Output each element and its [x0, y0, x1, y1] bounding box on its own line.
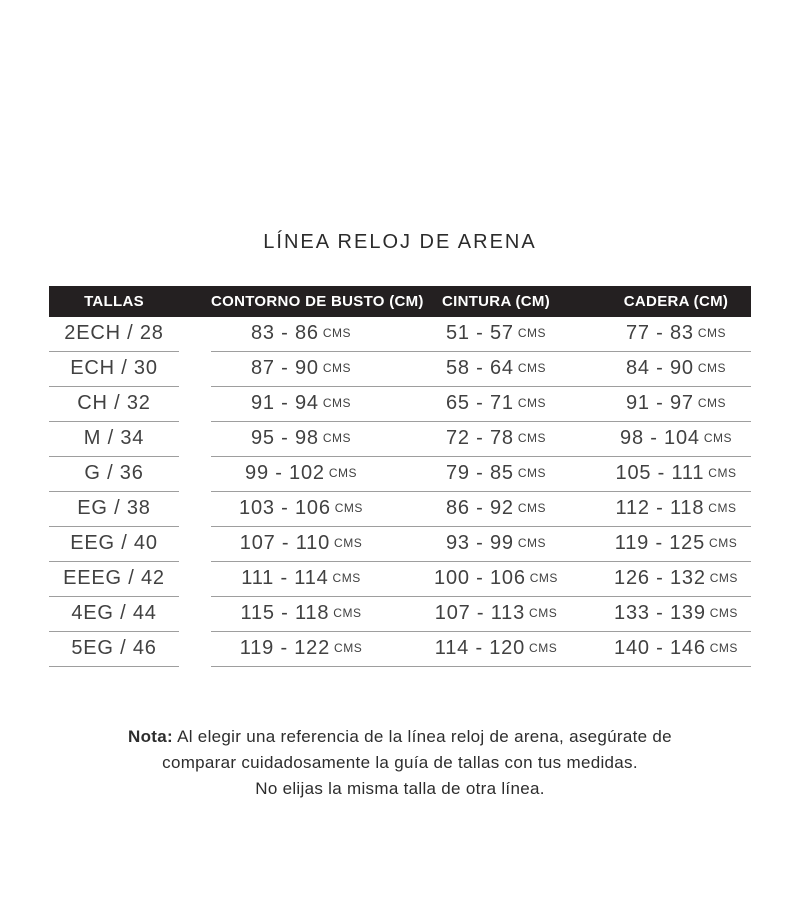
table-row — [49, 632, 751, 667]
cintura-unit: CMS — [517, 326, 547, 340]
cintura-value: 107 - 113 — [434, 602, 526, 624]
cell-busto — [211, 352, 391, 387]
column-gap — [179, 457, 211, 492]
note-line-2: comparar cuidadosamente la guía de tallas con tus medidas. — [162, 753, 638, 772]
cell-talla — [49, 387, 179, 422]
cell-cadera — [601, 387, 751, 422]
talla-value: EEG / 40 — [70, 532, 158, 554]
cadera-unit: CMS — [697, 361, 727, 375]
cell-cadera — [601, 352, 751, 387]
busto-value: 95 - 98 — [250, 427, 319, 449]
busto-unit: CMS — [334, 501, 363, 515]
talla-value: M / 34 — [83, 427, 145, 449]
busto-unit: CMS — [334, 641, 363, 655]
cintura-unit: CMS — [529, 571, 558, 585]
table-header-row — [49, 286, 751, 317]
cadera-value: 112 - 118 — [615, 497, 705, 519]
cadera-value: 119 - 125 — [614, 532, 706, 554]
cintura-unit: CMS — [529, 641, 558, 655]
cell-talla — [49, 317, 179, 352]
cadera-unit: CMS — [709, 606, 738, 620]
busto-value: 107 - 110 — [239, 532, 331, 554]
cell-cadera — [601, 492, 751, 527]
cintura-unit: CMS — [517, 431, 547, 445]
cintura-value: 65 - 71 — [445, 392, 514, 414]
cintura-unit: CMS — [517, 536, 547, 550]
cadera-unit: CMS — [703, 431, 732, 445]
cadera-value: 84 - 90 — [625, 357, 694, 379]
cadera-unit: CMS — [709, 571, 738, 585]
cadera-value: 140 - 146 — [614, 637, 706, 659]
busto-value: 103 - 106 — [239, 497, 331, 519]
cell-cadera — [601, 317, 751, 352]
cell-talla — [49, 492, 179, 527]
header-contorno-busto: CONTORNO DE BUSTO (CM) — [211, 293, 424, 310]
talla-value: ECH / 30 — [70, 357, 158, 379]
busto-unit: CMS — [322, 431, 352, 445]
column-gap — [179, 387, 211, 422]
cell-cintura — [391, 562, 601, 597]
column-gap — [179, 317, 211, 352]
cell-talla — [49, 527, 179, 562]
cintura-unit: CMS — [517, 466, 547, 480]
cadera-unit: CMS — [697, 396, 727, 410]
talla-value: G / 36 — [84, 462, 144, 484]
cell-talla — [49, 352, 179, 387]
cadera-unit: CMS — [697, 326, 727, 340]
talla-value: EEEG / 42 — [63, 567, 165, 589]
cell-cintura — [391, 597, 601, 632]
cell-cintura — [391, 527, 601, 562]
table-row — [49, 457, 751, 492]
cadera-value: 77 - 83 — [625, 322, 694, 344]
cell-cintura — [391, 317, 601, 352]
note-label: Nota: — [128, 727, 173, 746]
cadera-value: 98 - 104 — [620, 427, 700, 449]
cell-talla — [49, 457, 179, 492]
header-tallas: TALLAS — [84, 293, 144, 310]
busto-unit: CMS — [334, 536, 363, 550]
cell-busto — [211, 492, 391, 527]
cintura-value: 100 - 106 — [434, 567, 526, 589]
cell-cadera — [601, 422, 751, 457]
cell-busto — [211, 632, 391, 667]
cell-busto — [211, 597, 391, 632]
busto-value: 91 - 94 — [250, 392, 319, 414]
cintura-value: 93 - 99 — [445, 532, 514, 554]
busto-value: 111 - 114 — [241, 567, 329, 589]
cintura-value: 114 - 120 — [434, 637, 526, 659]
header-cadera: CADERA (CM) — [623, 293, 729, 310]
talla-value: 2ECH / 28 — [64, 322, 164, 344]
busto-value: 83 - 86 — [250, 322, 319, 344]
cell-busto — [211, 422, 391, 457]
talla-value: CH / 32 — [77, 392, 151, 414]
table-row — [49, 562, 751, 597]
table-row — [49, 317, 751, 352]
cell-talla — [49, 562, 179, 597]
cintura-value: 86 - 92 — [445, 497, 514, 519]
cadera-unit: CMS — [709, 641, 738, 655]
cadera-unit: CMS — [709, 536, 738, 550]
column-gap — [179, 562, 211, 597]
busto-unit: CMS — [322, 326, 352, 340]
table-row — [49, 352, 751, 387]
cell-cadera — [601, 457, 751, 492]
cadera-value: 91 - 97 — [625, 392, 694, 414]
column-gap — [179, 632, 211, 667]
busto-unit: CMS — [333, 606, 362, 620]
column-gap — [179, 352, 211, 387]
column-gap — [179, 492, 211, 527]
busto-value: 115 - 118 — [240, 602, 330, 624]
cell-cadera — [601, 597, 751, 632]
table-row — [49, 597, 751, 632]
cintura-unit: CMS — [517, 501, 547, 515]
busto-unit: CMS — [332, 571, 361, 585]
cell-busto — [211, 527, 391, 562]
column-gap — [179, 527, 211, 562]
cintura-value: 51 - 57 — [445, 322, 514, 344]
cell-cadera — [601, 632, 751, 667]
cintura-unit: CMS — [517, 361, 547, 375]
column-gap — [179, 597, 211, 632]
busto-unit: CMS — [328, 466, 357, 480]
cell-cintura — [391, 492, 601, 527]
cadera-value: 126 - 132 — [614, 567, 706, 589]
cintura-unit: CMS — [529, 606, 558, 620]
cell-cintura — [391, 457, 601, 492]
cell-talla — [49, 632, 179, 667]
cell-cadera — [601, 527, 751, 562]
busto-value: 87 - 90 — [250, 357, 319, 379]
cell-cintura — [391, 387, 601, 422]
table-row — [49, 422, 751, 457]
table-row — [49, 387, 751, 422]
talla-value: 5EG / 46 — [71, 637, 157, 659]
cell-busto — [211, 387, 391, 422]
busto-value: 119 - 122 — [239, 637, 331, 659]
table-row — [49, 527, 751, 562]
column-gap — [179, 422, 211, 457]
page-title: LÍNEA RELOJ DE ARENA — [263, 231, 537, 253]
table-row — [49, 492, 751, 527]
cadera-value: 133 - 139 — [614, 602, 706, 624]
busto-value: 99 - 102 — [245, 462, 325, 484]
note-line-1 — [0, 724, 800, 750]
cadera-unit: CMS — [708, 501, 737, 515]
busto-unit: CMS — [322, 396, 352, 410]
table-body — [49, 317, 751, 667]
note-line-1-rest: Al elegir una referencia de la línea reloj de arena, asegúrate de — [172, 727, 672, 746]
cell-busto — [211, 457, 391, 492]
busto-unit: CMS — [322, 361, 352, 375]
cintura-value: 58 - 64 — [445, 357, 514, 379]
talla-value: EG / 38 — [77, 497, 151, 519]
cell-busto — [211, 317, 391, 352]
cell-talla — [49, 422, 179, 457]
size-chart-table — [49, 286, 751, 667]
cell-cintura — [391, 632, 601, 667]
cell-cadera — [601, 562, 751, 597]
cell-busto — [211, 562, 391, 597]
cadera-unit: CMS — [708, 466, 737, 480]
cintura-value: 79 - 85 — [445, 462, 514, 484]
talla-value: 4EG / 44 — [71, 602, 157, 624]
cadera-value: 105 - 111 — [615, 462, 705, 484]
cell-cintura — [391, 352, 601, 387]
note-text — [0, 724, 800, 802]
cell-talla — [49, 597, 179, 632]
cintura-value: 72 - 78 — [445, 427, 514, 449]
cintura-unit: CMS — [517, 396, 547, 410]
note-line-3: No elijas la misma talla de otra línea. — [255, 779, 545, 798]
cell-cintura — [391, 422, 601, 457]
header-cintura: CINTURA (CM) — [441, 293, 551, 310]
